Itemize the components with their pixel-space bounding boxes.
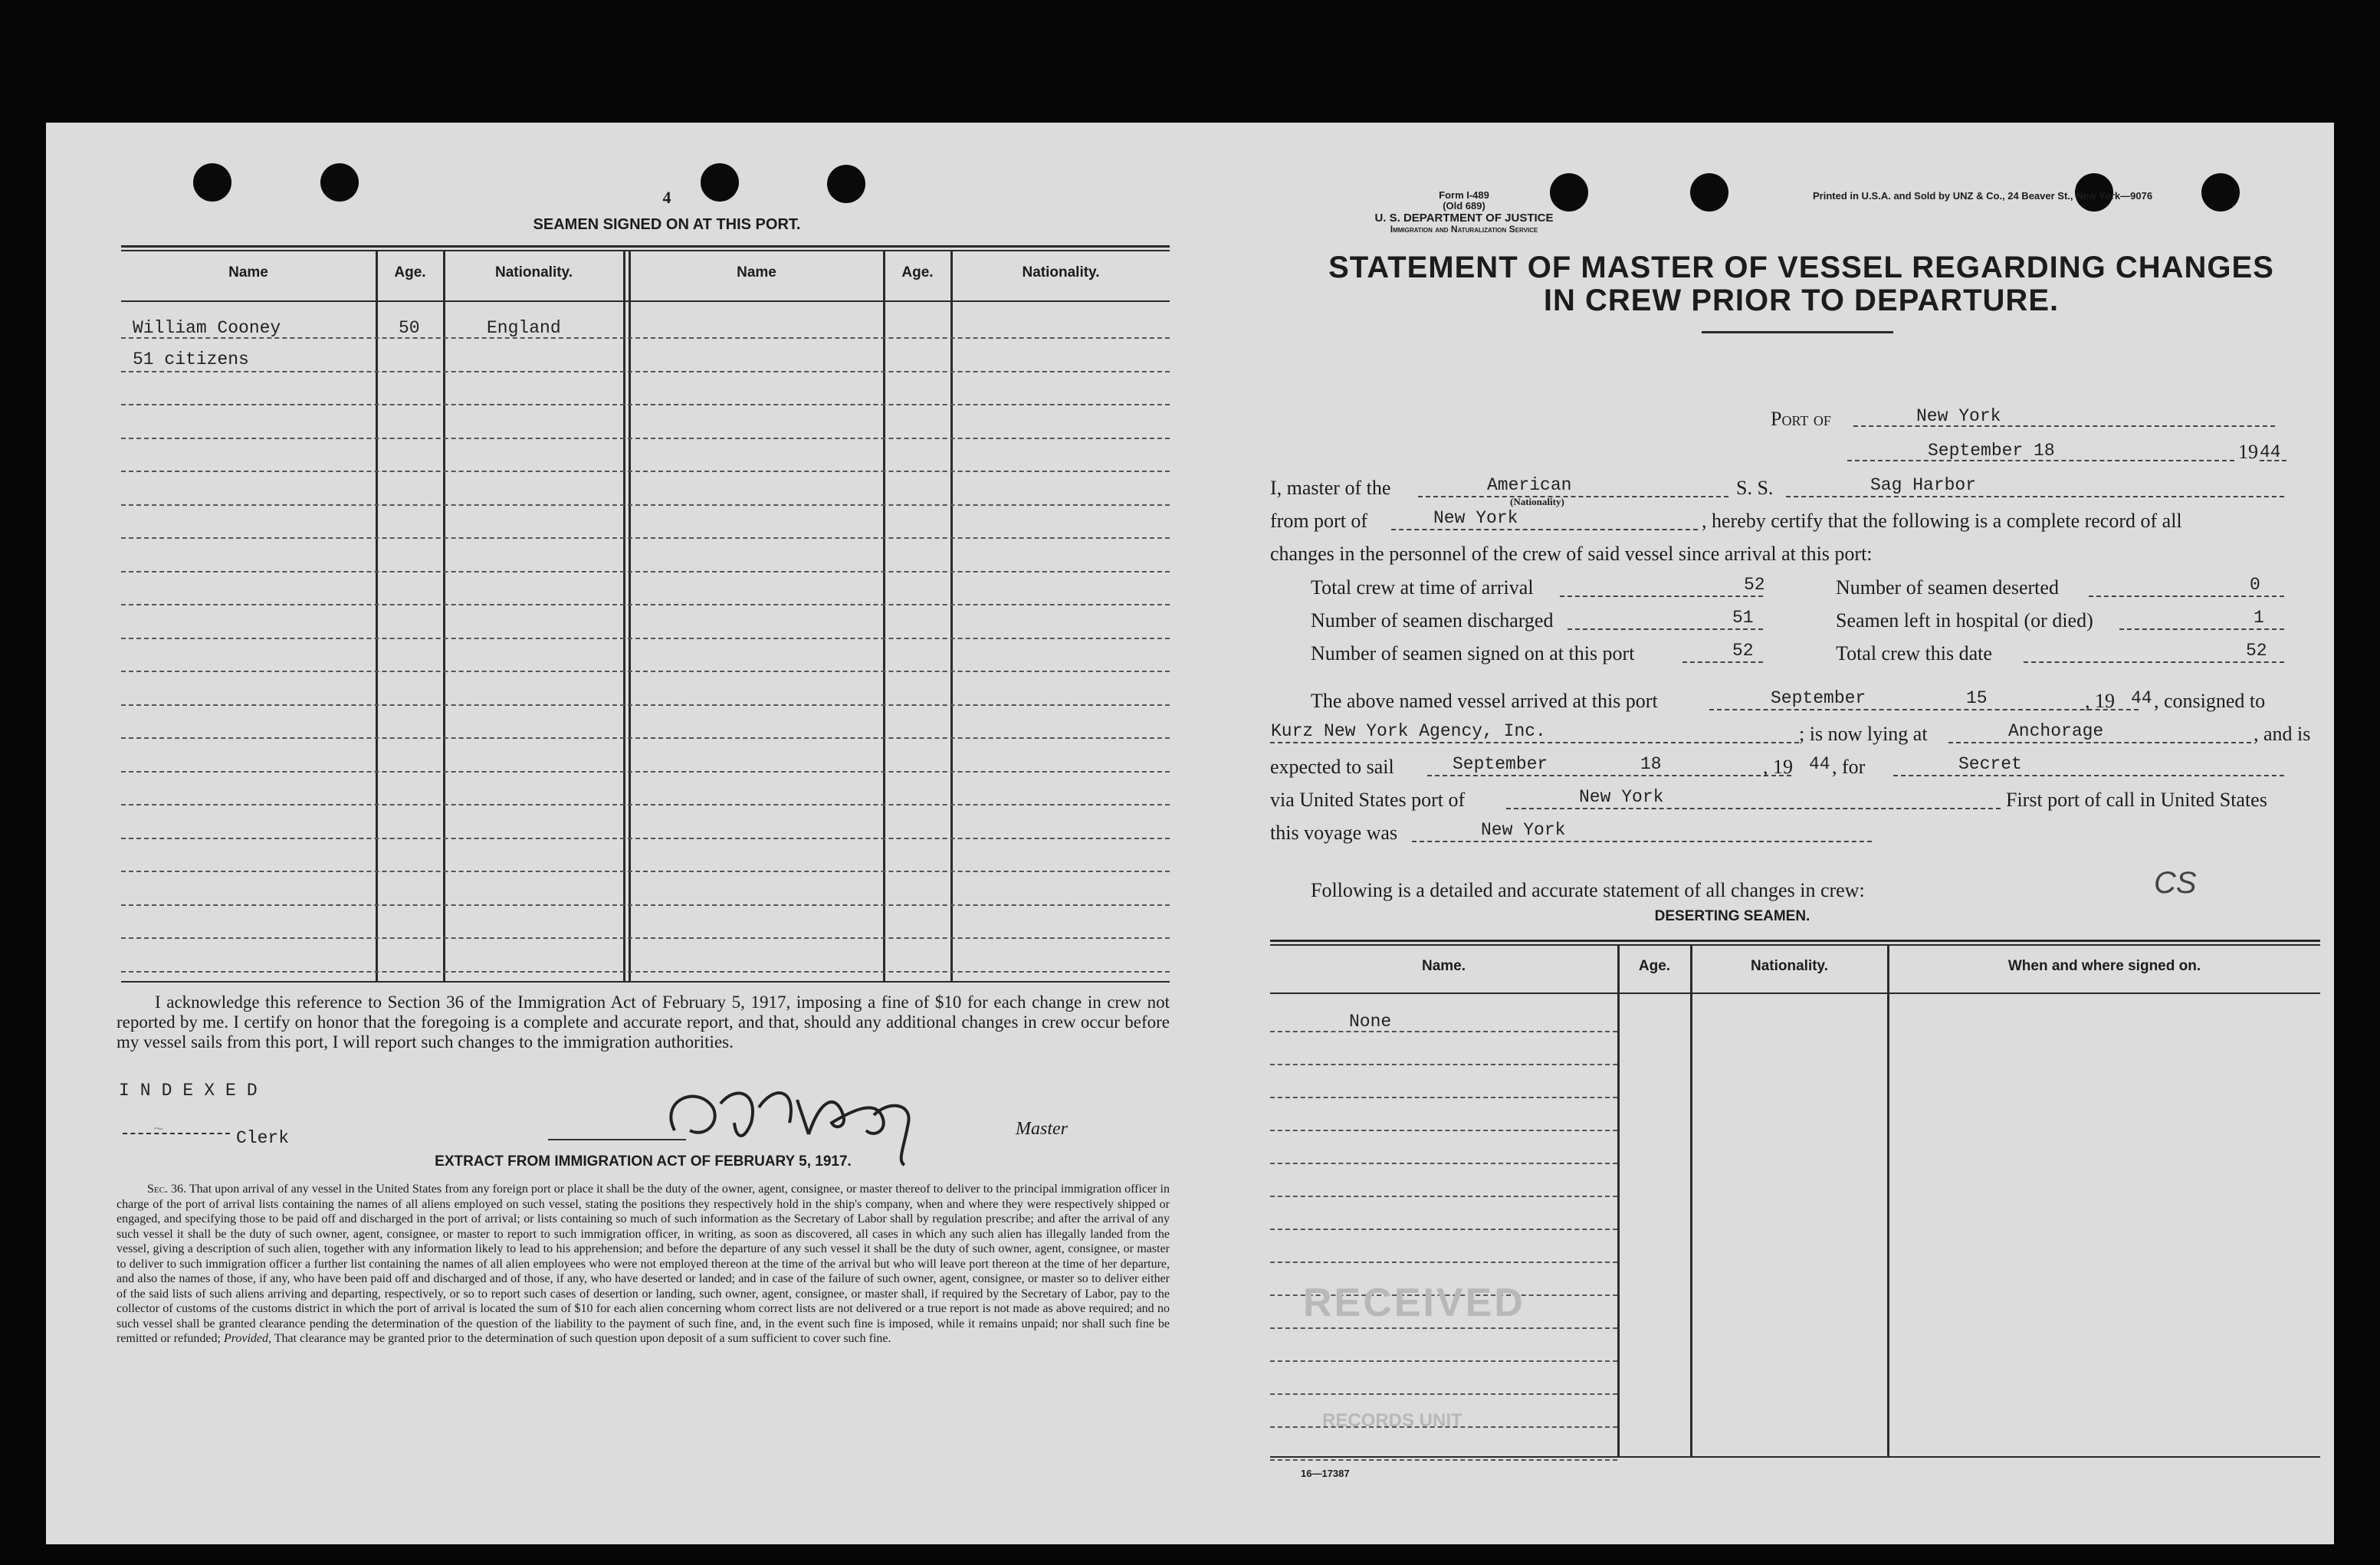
following-text: Following is a detailed and accurate statement of all changes in crew: <box>1311 879 1865 901</box>
ruled-row <box>121 604 1170 605</box>
voyage-label: this voyage was <box>1270 822 1398 844</box>
punch-hole <box>2201 173 2240 212</box>
ruled-row <box>121 937 1170 939</box>
ruled-row <box>121 737 1170 739</box>
consigned-label: , consigned to <box>2154 690 2266 712</box>
nationality-value: American <box>1487 475 1572 495</box>
ruled-row <box>121 371 1170 372</box>
deserted-label: Number of seamen deserted <box>1836 576 2059 599</box>
hospital-value: 1 <box>2254 608 2264 628</box>
arrived-month: September <box>1771 688 1866 708</box>
and-is-label: , and is <box>2254 723 2311 745</box>
column-header-age: Age. <box>901 264 934 281</box>
ruled-row <box>121 704 1170 706</box>
discharged-value: 51 <box>1732 608 1754 628</box>
deserted-value: 0 <box>2250 575 2260 595</box>
title-line-2: IN CREW PRIOR TO DEPARTURE. <box>1543 284 2060 318</box>
signature-line <box>548 1139 686 1140</box>
column-header-nationality: Nationality. <box>1022 264 1100 281</box>
signed-on-label: Number of seamen signed on at this port <box>1311 642 1635 664</box>
ruled-row <box>121 971 1170 973</box>
form-title <box>1265 251 2338 317</box>
punch-hole <box>193 163 231 202</box>
received-stamp: RECEIVED <box>1303 1281 1525 1325</box>
ruled-row <box>1270 1097 1617 1098</box>
title-rule <box>1702 331 1893 333</box>
expected-label: expected to sail <box>1270 756 1394 778</box>
destination-value: Secret <box>1958 754 2022 774</box>
punch-hole <box>827 165 865 203</box>
ruled-row <box>121 871 1170 872</box>
changes-text: changes in the personnel of the crew of said vessel since arrival at this port: <box>1270 543 1873 565</box>
column-header-name: Name <box>737 264 776 281</box>
port-label: Port of <box>1771 408 1831 430</box>
sail-month: September <box>1453 754 1548 774</box>
ruled-row <box>121 504 1170 506</box>
ruled-row <box>1270 1262 1617 1263</box>
voyage-value: New York <box>1481 820 1566 840</box>
ruled-row <box>121 537 1170 539</box>
clerk-label: Clerk <box>236 1128 290 1148</box>
ruled-row <box>1270 1327 1617 1329</box>
form-header <box>1318 190 1610 235</box>
ruled-row <box>1270 1229 1617 1230</box>
ss-label: S. S. <box>1736 477 1774 499</box>
ruled-row <box>121 904 1170 906</box>
deserting-title: DESERTING SEAMEN. <box>1654 908 1810 924</box>
punch-hole <box>1690 173 1728 212</box>
ruled-row <box>121 404 1170 405</box>
section-body: That upon arrival of any vessel in the United States from any foreign port or place it shall be the duty of the owner, agent, consignee, or master thereof to deliver to the principal immigration officer in charge of the port of arrival lists containing the names of all aliens employed on such vessel, stating the positions they respectively hold in the ship's company, when and where they were respectively shipped or engaged, and specifying those to be paid off and discharged in the port of arrival; or lists containing so much of such information as the Secretary of Labor shall by regulation prescribe; and after the arrival of any such vessel it shall be the duty of such owner, agent, consignee, or master to report to such immigration officer, in writing, as soon as discovered, all cases in which any such alien has illegally landed from the vessel, giving a description of such alien, together with any information likely to lead to his apprehension; and before the departure of any such vessel it shall be the duty of such owner, agent, consignee, or master to deliver to such immigration officer a further list containing the names of all alien employees who were not employed thereon at the time of the arrival but who will leave port thereon at the time of her departure, and also the names of those, if any, who have been paid off and discharged and of those, if any, who have deserted or landed; and in case of the failure of such owner, agent, consignee, or master so to deliver either of the said lists of such aliens arriving and departing, respectively, or so to report such cases of desertion or landing, such owner, agent, consignee, or master shall, if required by the Secretary of Labor, pay to the collector of customs of the customs district in which the port of arrival is located the sum of $10 for each alien concerning whom correct lists are not delivered or a true report is not made as above required; and no such vessel shall be granted clearance pending the determination of the question of the liability to the payment of such fine, and, in the event such fine is imposed, while it remains unpaid; nor shall such fine be remitted or refunded; <box>117 1183 1170 1346</box>
department: U. S. DEPARTMENT OF JUSTICE <box>1374 211 1554 225</box>
ruled-row <box>121 438 1170 439</box>
column-header-name: Name <box>228 264 268 281</box>
arrived-label: The above named vessel arrived at this port <box>1311 690 1658 712</box>
clerk-line <box>123 1133 230 1134</box>
ruled-row <box>1270 1393 1617 1395</box>
section-title: SEAMEN SIGNED ON AT THIS PORT. <box>533 216 801 233</box>
ruled-row <box>1270 1360 1617 1362</box>
sail-day: 18 <box>1640 754 1662 774</box>
clerk-initials: ~ <box>153 1119 163 1138</box>
records-unit-stamp: RECORDS UNIT <box>1322 1410 1462 1431</box>
table-cell-name: 51 citizens <box>133 349 249 369</box>
consignee-value: Kurz New York Agency, Inc. <box>1271 721 1546 741</box>
from-port-value: New York <box>1433 508 1518 528</box>
ruled-row <box>121 571 1170 573</box>
column-header-age: Age. <box>394 264 426 281</box>
certify-text: , hereby certify that the following is a complete record of all <box>1702 510 2182 532</box>
table-cell-nationality: England <box>487 318 561 338</box>
hospital-label: Seamen left in hospital (or died) <box>1836 609 2093 632</box>
arrived-year: 44 <box>2131 688 2152 708</box>
total-crew-date-label: Total crew this date <box>1836 642 1992 664</box>
section-36-text <box>117 1182 1170 1347</box>
for-label: , for <box>1832 756 1866 778</box>
ruled-row <box>121 804 1170 805</box>
column-header-when-where: When and where signed on. <box>2007 958 2201 974</box>
extract-title: EXTRACT FROM IMMIGRATION ACT OF FEBRUARY 5, 1917. <box>435 1153 852 1170</box>
year-value: 44 <box>2260 442 2281 462</box>
ruled-row <box>121 471 1170 472</box>
form-number: Form I-489 <box>1439 189 1489 201</box>
nationality-caption: (Nationality) <box>1510 496 1564 507</box>
lying-label: ; is now lying at <box>1799 723 1928 745</box>
punch-hole <box>320 163 359 202</box>
total-crew-arrival-label: Total crew at time of arrival <box>1311 576 1534 599</box>
arrived-year-prefix: , 19 <box>2085 690 2115 712</box>
master-of-label: I, master of the <box>1270 477 1391 499</box>
handwritten-note: CS <box>2154 866 2197 900</box>
signed-on-value: 52 <box>1732 641 1754 661</box>
ruled-row <box>1270 1459 1617 1461</box>
ruled-row <box>1270 1064 1617 1065</box>
column-header-nationality: Nationality. <box>495 264 573 281</box>
date-value: September 18 <box>1928 441 2055 461</box>
form-footer: 16—17387 <box>1301 1468 1350 1479</box>
lying-value: Anchorage <box>2008 721 2104 741</box>
ruled-row <box>1270 1031 1617 1032</box>
column-header-age: Age. <box>1638 958 1671 974</box>
vessel-name: Sag Harbor <box>1870 475 1977 495</box>
ruled-row <box>121 638 1170 639</box>
title-line-1: STATEMENT OF MASTER OF VESSEL REGARDING CHANGES <box>1328 251 2274 284</box>
ruled-row <box>1270 1163 1617 1164</box>
form-old-number: (Old 689) <box>1443 200 1485 212</box>
master-label: Master <box>1016 1119 1068 1139</box>
first-port-label: First port of call in United States <box>2006 789 2267 811</box>
via-label: via United States port of <box>1270 789 1466 811</box>
deserting-name: None <box>1349 1012 1392 1032</box>
section-label: Sec. 36. <box>147 1183 187 1196</box>
indexed-stamp: INDEXED <box>119 1081 268 1101</box>
ruled-row <box>121 771 1170 773</box>
section-end: That clearance may be granted prior to the determination of such question upon deposit of a sum sufficient to cover such fine. <box>274 1332 891 1346</box>
via-value: New York <box>1579 787 1664 807</box>
port-value: New York <box>1916 406 2001 426</box>
total-crew-date-value: 52 <box>2246 641 2267 661</box>
document-page <box>46 123 2334 1544</box>
page-number: 4 <box>662 188 671 207</box>
ruled-row <box>1270 1196 1617 1197</box>
ruled-row <box>121 838 1170 839</box>
discharged-label: Number of seamen discharged <box>1311 609 1554 632</box>
arrived-day: 15 <box>1966 688 1988 708</box>
from-port-label: from port of <box>1270 510 1368 532</box>
sail-year: 44 <box>1809 754 1830 774</box>
total-crew-arrival-value: 52 <box>1744 575 1765 595</box>
year-prefix: 19 <box>2238 441 2258 463</box>
section-provided: Provided, <box>223 1332 272 1346</box>
column-header-name: Name. <box>1421 958 1466 974</box>
printer-imprint: Printed in U.S.A. and Sold by UNZ & Co., 24 Beaver St., New York—9076 <box>1813 190 2153 202</box>
ruled-row <box>121 671 1170 672</box>
sail-year-prefix: , 19 <box>1763 756 1793 778</box>
table-cell-name: William Cooney <box>133 318 281 338</box>
column-header-nationality: Nationality. <box>1751 958 1828 974</box>
table-cell-age: 50 <box>399 318 420 338</box>
service-name: Immigration and Naturalization Service <box>1390 224 1538 235</box>
acknowledgment-text: I acknowledge this reference to Section 36 of the Immigration Act of February 5, 1917, imposing a fine of $10 for each change in crew not reported by me. I certify on honor that the foregoing is a complete and accurate report, and that, should any additional changes in crew occur before my vessel sails from this port, I will report such changes to the immigration authorities. <box>117 992 1170 1052</box>
ruled-row <box>1270 1130 1617 1131</box>
